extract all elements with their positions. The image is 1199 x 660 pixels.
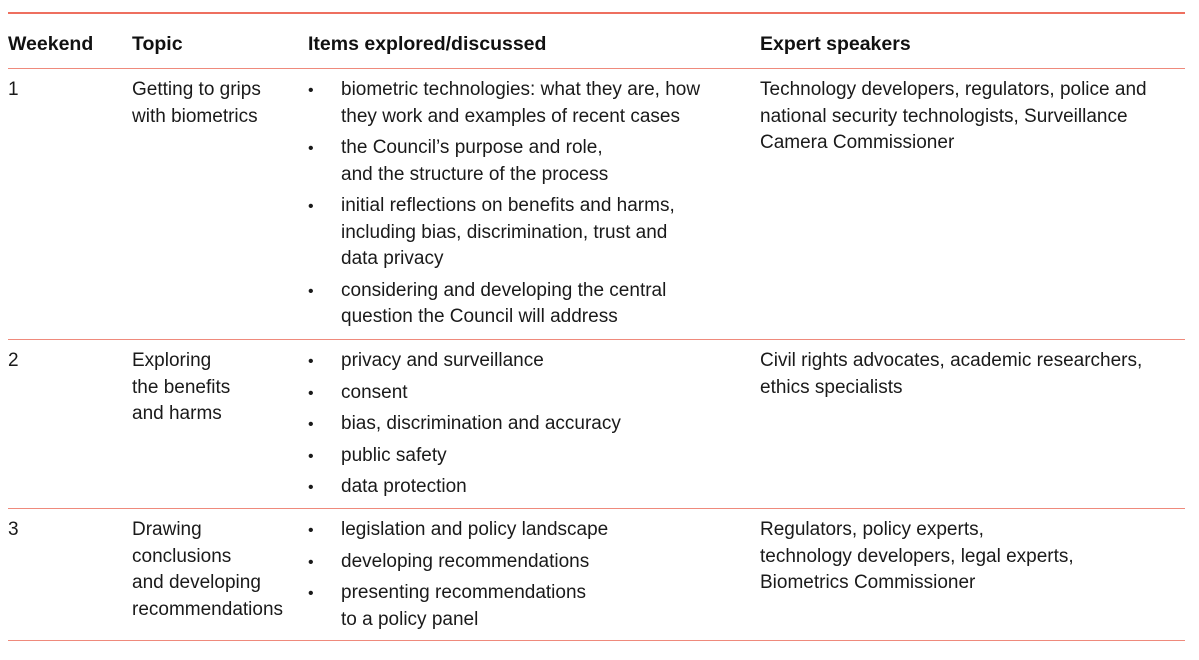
list-item [308, 278, 760, 331]
bullet-icon [308, 278, 320, 306]
list-item [308, 517, 760, 544]
list-item-text: legislation and policy landscape [341, 519, 609, 540]
table-row [8, 509, 1185, 640]
list-item [308, 580, 760, 633]
weekend-number: 1 [8, 79, 19, 100]
experts-cell: Regulators, policy experts, technology developers, legal experts, Biometrics Commissioner [760, 519, 1074, 593]
list-item-text: consent [341, 381, 408, 403]
items-list [308, 517, 760, 633]
list-item [308, 77, 760, 130]
bullet-icon [308, 443, 320, 471]
items-list [308, 77, 760, 331]
list-item [308, 193, 760, 273]
bullet-icon [308, 348, 320, 376]
list-item-text: developing recommendations [341, 550, 590, 572]
list-item-text: bias, discrimination and accuracy [341, 413, 621, 434]
topic-cell: Drawing conclusions and developing recommendations [132, 519, 284, 620]
topic-cell: Getting to grips with biometrics [132, 79, 261, 127]
list-item-text: biometric technologies: what they are, how they work and examples of recent cases [341, 79, 701, 127]
bullet-icon [308, 411, 320, 439]
list-item [308, 135, 760, 188]
table-header-row [8, 14, 1185, 68]
list-item-text: initial reflections on benefits and harms, including bias, discrimination, trust and data privacy [341, 195, 675, 269]
items-cell [308, 517, 760, 638]
header-topic: Topic [132, 33, 183, 55]
items-list [308, 348, 760, 501]
header-weekend: Weekend [8, 33, 94, 55]
bullet-icon [308, 517, 320, 545]
list-item [308, 348, 760, 375]
list-item [308, 443, 760, 470]
list-item [308, 411, 760, 438]
header-items: Items explored/discussed [308, 33, 547, 55]
list-item [308, 549, 760, 576]
bullet-icon [308, 580, 320, 608]
bullet-icon [308, 193, 320, 221]
bullet-icon [308, 474, 320, 502]
list-item-text: the Council’s purpose and role, and the structure of the process [341, 137, 609, 185]
header-experts: Expert speakers [760, 33, 911, 55]
weekend-number: 2 [8, 350, 19, 371]
list-item-text: presenting recommendations to a policy panel [341, 582, 587, 630]
table-row [8, 69, 1185, 339]
list-item-text: data protection [341, 476, 467, 497]
items-cell [308, 348, 760, 506]
experts-cell: Technology developers, regulators, police and national security technologists, Surveillance Camera Commissioner [760, 79, 1147, 153]
items-cell [308, 77, 760, 336]
list-item-text: considering and developing the central question the Council will address [341, 279, 667, 327]
list-item-text: public safety [341, 444, 447, 466]
list-item-text: privacy and surveillance [341, 350, 544, 371]
weekend-number: 3 [8, 519, 19, 540]
table-bottom-rule [8, 640, 1185, 641]
topic-cell: Exploring the benefits and harms [132, 350, 231, 424]
list-item [308, 474, 760, 501]
bullet-icon [308, 77, 320, 105]
bullet-icon [308, 135, 320, 163]
bullet-icon [308, 549, 320, 577]
table-row [8, 340, 1185, 508]
list-item [308, 380, 760, 407]
weekend-schedule-table [8, 12, 1185, 641]
experts-cell: Civil rights advocates, academic researchers, ethics specialists [760, 350, 1143, 398]
bullet-icon [308, 380, 320, 408]
